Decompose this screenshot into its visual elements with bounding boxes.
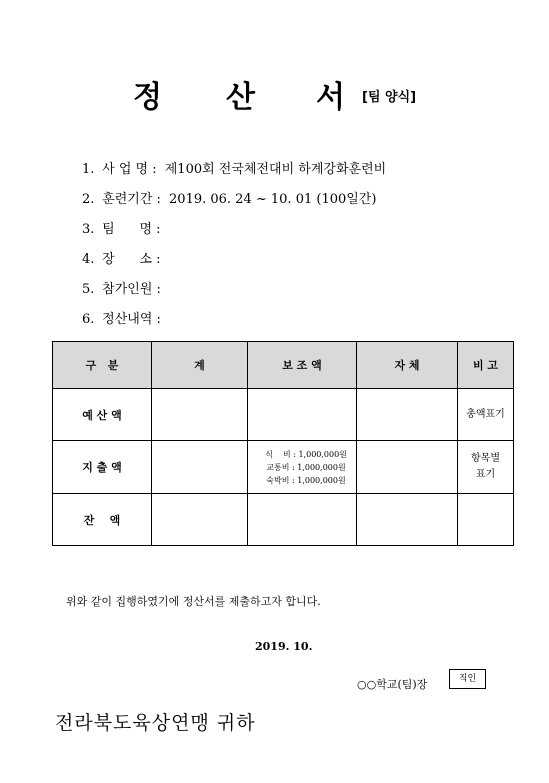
- item-label: 사 업 명 :: [102, 162, 157, 177]
- table-row-balance: [53, 494, 514, 546]
- item-number: 6.: [82, 312, 95, 327]
- submission-statement: 위와 같이 집행하였기에 정산서를 제출하고자 합니다.: [66, 595, 321, 608]
- cell-note: 총액표기: [458, 389, 514, 441]
- info-item-place: [82, 250, 386, 280]
- title-char-1: 정: [133, 80, 162, 115]
- cell-subsidy: [248, 494, 357, 546]
- title-char-2: 산: [226, 80, 255, 115]
- note-line-1: 항목별: [471, 453, 500, 464]
- cell-self: [357, 389, 458, 441]
- info-list: [82, 160, 386, 340]
- settlement-table: [52, 341, 514, 546]
- cell-total: [152, 389, 248, 441]
- header-total: 계: [152, 342, 248, 389]
- info-item-settlement: [82, 310, 386, 340]
- cell-note: [458, 494, 514, 546]
- title-char-3: 서: [316, 80, 345, 115]
- item-value: 2019. 06. 24 ~ 10. 01 (100일간): [169, 192, 377, 207]
- row-label: 잔 액: [53, 494, 152, 546]
- info-item-period: [82, 190, 386, 220]
- cell-total: [152, 441, 248, 494]
- cell-note: [458, 441, 514, 494]
- title-subtitle: [팀 양식]: [362, 90, 417, 105]
- header-subsidy: 보 조 액: [248, 342, 357, 389]
- note-line-2: 표기: [475, 469, 496, 480]
- seal-box: 직인: [449, 669, 486, 689]
- item-label: 참가인원 :: [102, 282, 161, 297]
- item-number: 2.: [82, 192, 95, 207]
- header-self: 자 체: [357, 342, 458, 389]
- info-item-team: [82, 220, 386, 250]
- header-note: 비 고: [458, 342, 514, 389]
- subsidy-lodging: 숙박비 : 1,000,000원: [266, 475, 346, 485]
- cell-total: [152, 494, 248, 546]
- item-label: 장 소 :: [102, 252, 161, 267]
- item-number: 1.: [82, 162, 95, 177]
- item-label: 훈련기간 :: [102, 192, 161, 207]
- cell-subsidy: [248, 389, 357, 441]
- cell-subsidy: [248, 441, 357, 494]
- subsidy-meal: 식 비 : 1,000,000원: [265, 449, 347, 459]
- info-item-participants: [82, 280, 386, 310]
- item-value: 제100회 전국체전대비 하계강화훈련비: [164, 162, 387, 177]
- table-row-budget: [53, 389, 514, 441]
- table-row-expense: [53, 441, 514, 494]
- item-number: 3.: [82, 222, 95, 237]
- document-date: 2019. 10.: [255, 640, 313, 653]
- info-item-project: [82, 160, 386, 190]
- signer-name: ○○학교(팀)장: [357, 678, 428, 691]
- row-label: 지 출 액: [53, 441, 152, 494]
- row-label: 예 산 액: [53, 389, 152, 441]
- item-label: 팀 명 :: [102, 222, 161, 237]
- item-label: 정산내역 :: [102, 312, 161, 327]
- item-number: 4.: [82, 252, 95, 267]
- item-number: 5.: [82, 282, 95, 297]
- recipient: 전라북도육상연맹 귀하: [55, 712, 256, 734]
- cell-self: [357, 494, 458, 546]
- cell-self: [357, 441, 458, 494]
- table-header-row: [53, 342, 514, 389]
- subsidy-transport: 교통비 : 1,000,000원: [266, 462, 346, 472]
- header-category: 구 분: [53, 342, 152, 389]
